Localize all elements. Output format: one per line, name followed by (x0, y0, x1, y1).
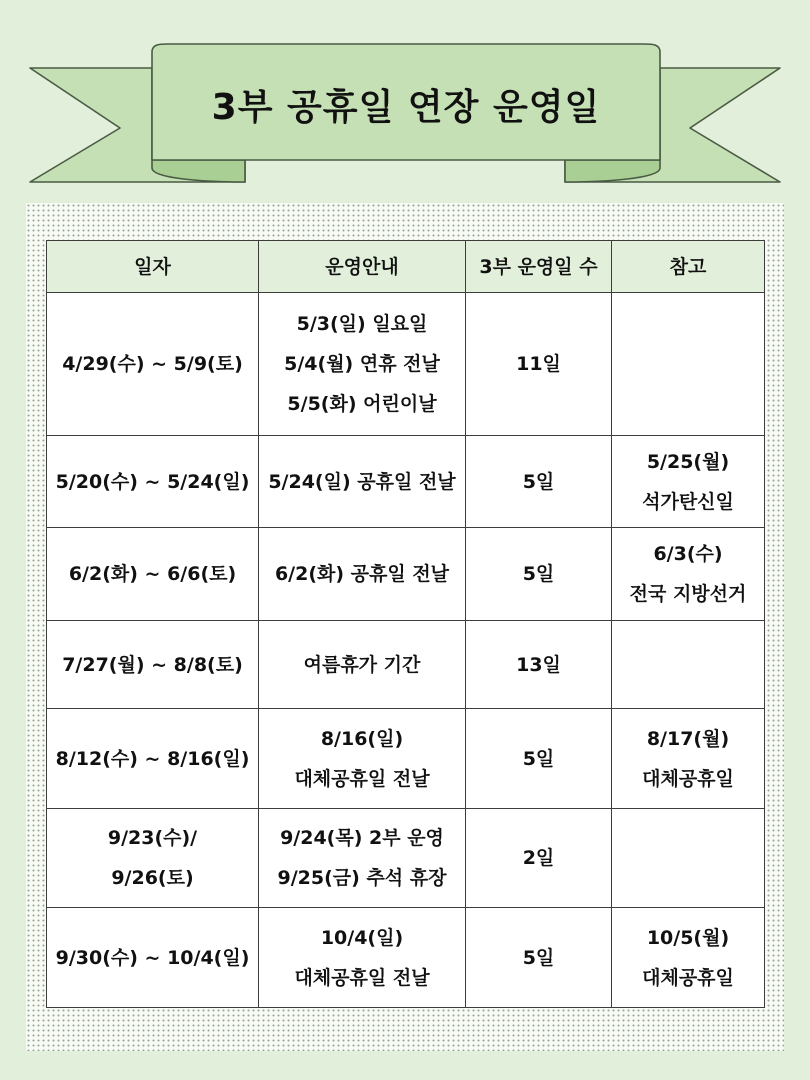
info-cell (259, 293, 466, 436)
days-cell: 5일 (466, 908, 612, 1008)
table-row (47, 709, 765, 809)
date-cell (47, 709, 259, 809)
days-cell: 5일 (466, 436, 612, 528)
info-cell-line: 9/25(금) 추석 휴장 (277, 867, 447, 889)
date-cell-line: 8/12(수) ~ 8/16(일) (55, 747, 250, 770)
info-cell-line: 5/3(일) 일요일 (296, 313, 428, 335)
table-row (47, 436, 765, 528)
info-cell-line: 9/24(목) 2부 운영 (280, 827, 444, 849)
header-note: 참고 (612, 241, 765, 293)
note-cell-line: 대체공휴일 (642, 966, 734, 989)
info-cell-line: 8/16(일) (320, 727, 404, 750)
info-cell-line: 대체공휴일 전날 (294, 767, 430, 790)
note-cell (612, 621, 765, 709)
info-cell (259, 709, 466, 809)
note-cell-line: 6/3(수) (653, 543, 723, 565)
table-row (47, 528, 765, 621)
info-cell (259, 908, 466, 1008)
info-cell-line: 여름휴가 기간 (303, 653, 421, 676)
note-cell-line: 8/17(월) (646, 727, 730, 750)
page-title: 3부 공휴일 연장 운영일 (211, 86, 601, 128)
date-cell-line: 4/29(수) ~ 5/9(토) (62, 353, 243, 375)
note-cell-line: 전국 지방선거 (629, 583, 747, 605)
days-cell: 5일 (466, 709, 612, 809)
note-cell-line: 대체공휴일 (642, 767, 734, 790)
date-cell (47, 621, 259, 709)
days-cell: 11일 (466, 293, 612, 436)
date-cell-line: 6/2(화) ~ 6/6(토) (68, 563, 237, 585)
date-cell-line: 9/26(토) (111, 867, 194, 889)
info-cell-line: 5/24(일) 공휴일 전날 (268, 470, 456, 493)
note-cell-line: 5/25(월) (646, 450, 730, 473)
info-cell (259, 809, 466, 908)
info-cell (259, 621, 466, 709)
date-cell (47, 528, 259, 621)
date-cell-line: 7/27(월) ~ 8/8(토) (62, 653, 243, 676)
note-cell (612, 809, 765, 908)
info-cell (259, 436, 466, 528)
table-row (47, 908, 765, 1008)
note-cell (612, 528, 765, 621)
date-cell (47, 293, 259, 436)
days-cell: 5일 (466, 528, 612, 621)
note-cell-line: 석가탄신일 (642, 490, 734, 513)
date-cell (47, 436, 259, 528)
table-header-row (47, 241, 765, 293)
note-cell (612, 293, 765, 436)
days-cell: 13일 (466, 621, 612, 709)
days-cell: 2일 (466, 809, 612, 908)
info-cell (259, 528, 466, 621)
info-cell-line: 5/4(월) 연휴 전날 (284, 353, 440, 375)
schedule-table (46, 240, 765, 1008)
table-row (47, 809, 765, 908)
date-cell-line: 5/20(수) ~ 5/24(일) (55, 470, 250, 493)
note-cell-line: 10/5(월) (646, 926, 730, 949)
date-cell-line: 9/30(수) ~ 10/4(일) (55, 946, 250, 969)
header-days: 3부 운영일 수 (466, 241, 612, 293)
table-row (47, 293, 765, 436)
info-cell-line: 대체공휴일 전날 (294, 966, 430, 989)
header-date: 일자 (47, 241, 259, 293)
note-cell (612, 436, 765, 528)
note-cell (612, 908, 765, 1008)
header-info: 운영안내 (259, 241, 466, 293)
info-cell-line: 6/2(화) 공휴일 전날 (274, 563, 450, 585)
date-cell (47, 809, 259, 908)
table-row (47, 621, 765, 709)
info-cell-line: 5/5(화) 어린이날 (287, 393, 437, 415)
date-cell (47, 908, 259, 1008)
note-cell (612, 709, 765, 809)
info-cell-line: 10/4(일) (320, 926, 404, 949)
date-cell-line: 9/23(수)/ (107, 827, 198, 849)
